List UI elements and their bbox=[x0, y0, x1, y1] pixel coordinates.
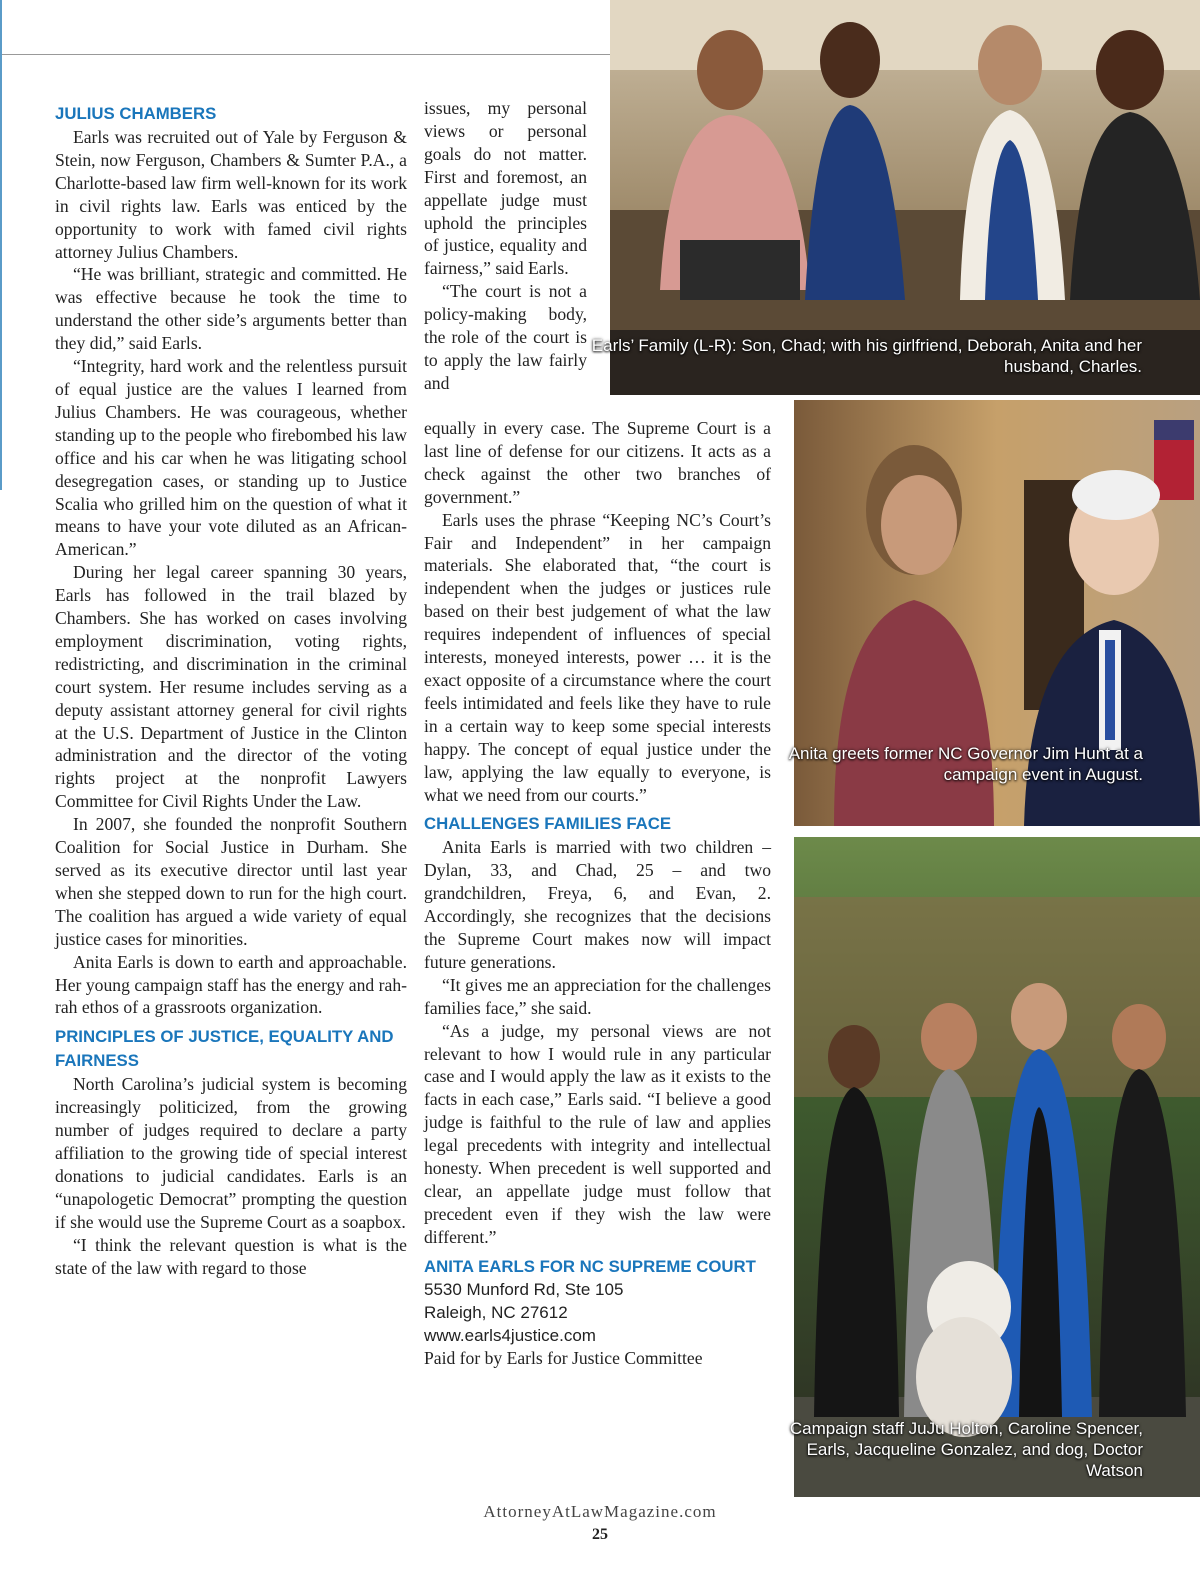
governor-greeting-caption: Anita greets former NC Governor Jim Hunt at a campaign event in August. bbox=[788, 744, 1143, 784]
paragraph: Earls uses the phrase “Keeping NC’s Court’s Fair and Independent” in her campaign materials. She elaborated that, “the court is independent when the judges or justices rule based on their best judgement of what the law requires independent of influences of special interests, moneyed interests, power … it is the exact opposite of a circumstance where the court feels intimidated and feels like they have to rule in a certain way to keep some special interests happy. The concept of equal justice under the law, applying the law equally to everyone, is what we need from our courts.” bbox=[424, 509, 771, 805]
paragraph: “It gives me an appreciation for the challenges families face,” she said. bbox=[424, 974, 771, 1018]
paragraph: In 2007, she founded the nonprofit Southern Coalition for Social Justice in Durham. She served as its executive director until last year when she stepped down to run for the high court. The coalition has argued a wide variety of equal justice cases for minorities. bbox=[55, 814, 407, 949]
paragraph: “I think the relevant question is what is the state of the law with regard to those bbox=[55, 1234, 407, 1278]
left-edge-accent bbox=[0, 0, 2, 490]
section-heading-principles: PRINCIPLES OF JUSTICE, EQUALITY AND FAIRNESS bbox=[55, 1027, 394, 1071]
article-column-2 bbox=[424, 417, 771, 1370]
paid-for-disclaimer: Paid for by Earls for Justice Committee bbox=[424, 1348, 703, 1369]
section-heading-julius-chambers: JULIUS CHAMBERS bbox=[55, 104, 217, 123]
paragraph: “Integrity, hard work and the relentless pursuit of equal justice are the values I learned from Julius Chambers. He was courageous, whether standing up to the people who firebombed his law office and his car when he was litigating school desegregation cases, or standing up to Justice Scalia who grilled him on the question of what it means to have your vote diluted as an African-American.” bbox=[55, 356, 407, 560]
paragraph: “As a judge, my personal views are not relevant to how I would rule in any particular case and I would apply the law as it exists to the facts in each case,” Earls said. “I believe a good judge is faithful to the rule of law and applies legal precedents with integrity and intellectual honesty. When precedent is well supported and clear, an appellate judge must follow that precedent even if they wish the law were different.” bbox=[424, 1020, 771, 1247]
paragraph: Anita Earls is down to earth and approachable. Her young campaign staff has the energy and rah-rah ethos of a grassroots organization. bbox=[55, 951, 407, 1018]
paragraph: “He was brilliant, strategic and committed. He was effective because he took the time to understand the other side’s arguments better than they did,” said Earls. bbox=[55, 264, 407, 354]
article-column-1 bbox=[55, 102, 407, 1280]
paragraph: During her legal career spanning 30 years, Earls has followed in the trail blazed by Chambers. She has worked on cases involving employment discrimination, voting rights, redistricting, and discrimination in the criminal court system. Her resume includes serving as a deputy assistant attorney general for civil rights at the U.S. Department of Justice in the Clinton administration and the director of the voting rights project at the nonprofit Lawyers Committee for Civil Rights Under the Law. bbox=[55, 562, 407, 812]
contact-address-line-2: Raleigh, NC 27612 bbox=[424, 1302, 568, 1322]
paragraph: “The court is not a policy-making body, the role of the court is to apply the law fairly and bbox=[424, 281, 587, 393]
contact-website: www.earls4justice.com bbox=[424, 1325, 596, 1345]
footer-website: AttorneyAtLawMagazine.com bbox=[483, 1502, 717, 1521]
paragraph: Earls was recruited out of Yale by Ferguson & Stein, now Ferguson, Chambers & Sumter P.A., a Charlotte-based law firm well-known for its work in civil rights law. Earls was enticed by the opportunity to work with famed civil rights attorney Julius Chambers. bbox=[55, 127, 407, 262]
section-heading-campaign: ANITA EARLS FOR NC SUPREME COURT bbox=[424, 1256, 756, 1276]
campaign-staff-photo bbox=[794, 837, 1200, 1497]
article-column-2-top bbox=[424, 97, 587, 395]
campaign-staff-caption: Campaign staff JuJu Holton, Caroline Spencer, Earls, Jacqueline Gonzalez, and dog, Doctor Watson bbox=[789, 1419, 1143, 1480]
paragraph: equally in every case. The Supreme Court is a last line of defense for our citizens. It acts as a check against the other two branches of government.” bbox=[424, 418, 771, 507]
paragraph: North Carolina’s judicial system is becoming increasingly politicized, from the growing number of judges required to declare a party affiliation to the growing tide of special interest donations to judicial candidates. Earls is an “unapologetic Democrat” prompting the question if she would use the Supreme Court as a soapbox. bbox=[55, 1074, 407, 1232]
header-rule bbox=[0, 54, 610, 55]
family-photo-caption: Earls’ Family (L-R): Son, Chad; with his girlfriend, Deborah, Anita and her husband, Charles. bbox=[591, 336, 1142, 376]
contact-address-line-1: 5530 Munford Rd, Ste 105 bbox=[424, 1279, 624, 1299]
paragraph: Anita Earls is married with two children – Dylan, 33, and Chad, 25 – and two grandchildren, Freya, 6, and Evan, 2. Accordingly, she recognizes that the decisions the Supreme Court makes now will impact future generations. bbox=[424, 837, 771, 972]
page-number: 25 bbox=[592, 1526, 608, 1543]
section-heading-challenges: CHALLENGES FAMILIES FACE bbox=[424, 814, 672, 834]
campaign-staff-image bbox=[794, 837, 1200, 1497]
paragraph: issues, my personal views or personal goals do not matter. First and foremost, an appellate judge must uphold the principles of justice, equality and fairness,” said Earls. bbox=[424, 98, 587, 279]
